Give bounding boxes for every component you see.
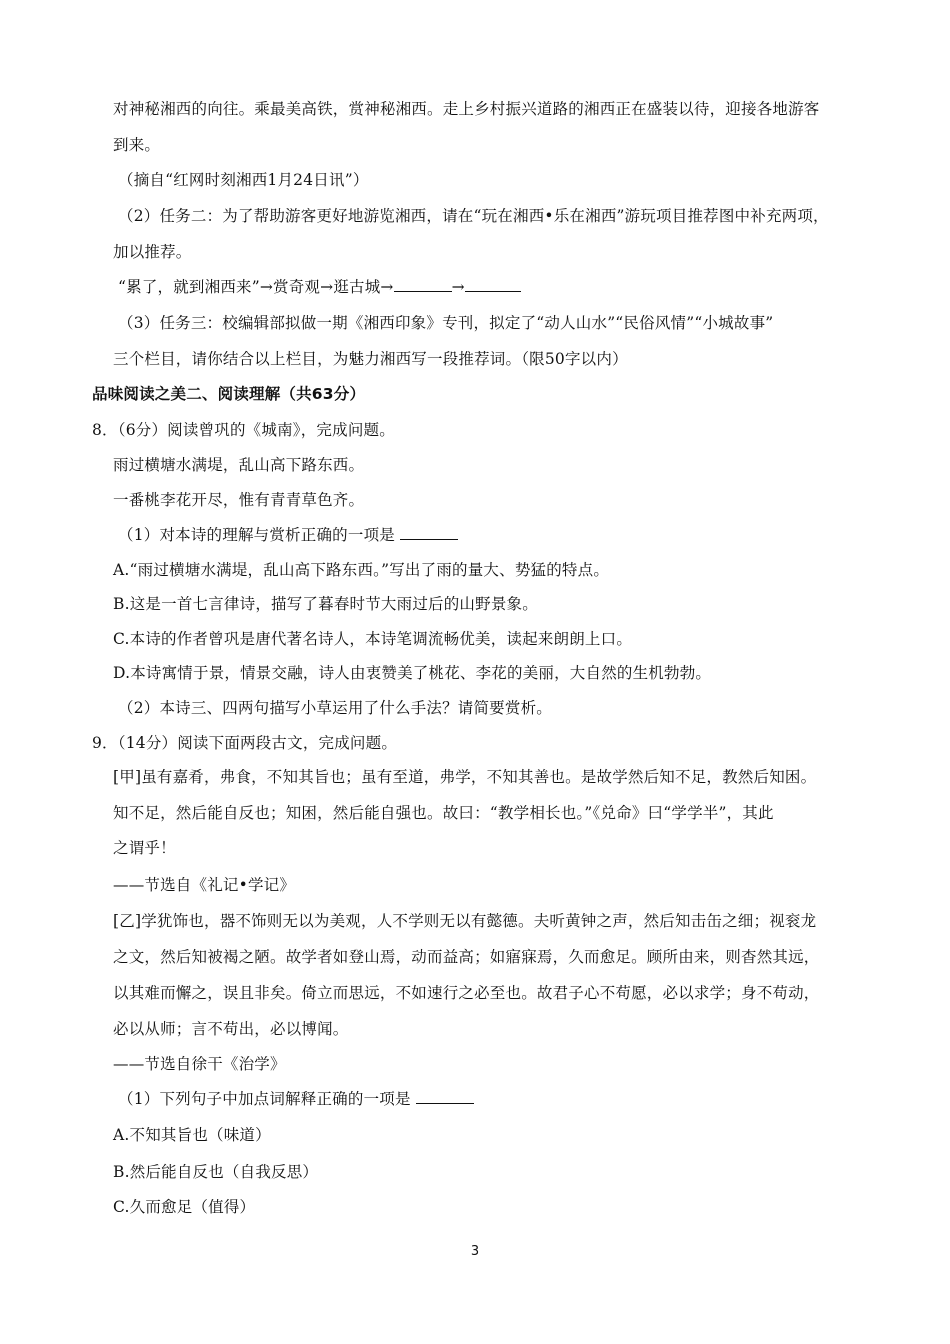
passage-jia: 之谓乎！ bbox=[113, 839, 176, 857]
poem-line: 一番桃李花开尽，惟有青青草色齐。 bbox=[113, 491, 365, 509]
passage-source: ——节选自《礼记•学记》 bbox=[113, 876, 296, 894]
option-c: C.久而愈足（值得） bbox=[113, 1198, 256, 1216]
passage-yi: 以其难而懈之，误且非矣。倚立而思远，不如速行之必至也。故君子心不苟愿，必以求学；身不苟动， bbox=[113, 984, 820, 1002]
text-line: 三个栏目，请你结合以上栏目，为魅力湘西写一段推荐词。（限50字以内） bbox=[113, 350, 628, 368]
answer-blank[interactable] bbox=[394, 277, 452, 292]
section-heading: 品味阅读之美二、阅读理解（共63分） bbox=[92, 385, 366, 403]
chain-text: “累了，就到湘西来”→赏奇观→逛古城→ bbox=[118, 278, 394, 296]
text-line: 到来。 bbox=[113, 136, 161, 154]
option-d: D.本诗寓情于景，情景交融，诗人由衷赞美了桃花、李花的美丽，大自然的生机勃勃。 bbox=[113, 664, 712, 682]
question-text: （1）对本诗的理解与赏析正确的一项是 bbox=[118, 526, 395, 544]
question-8: 8．（6分）阅读曾巩的《城南》，完成问题。 bbox=[92, 421, 395, 439]
answer-blank[interactable] bbox=[465, 277, 521, 292]
chain-arrow: → bbox=[451, 278, 465, 296]
text-line: 加以推荐。 bbox=[113, 243, 192, 261]
passage-yi: [乙]学犹饰也，器不饰则无以为美观，人不学则无以有懿德。夫听黄钟之声，然后知击缶之细；视衮龙 bbox=[113, 912, 817, 930]
source-note: （摘自“红网时刻湘西1月24日讯”） bbox=[118, 171, 369, 189]
question-9-1 bbox=[118, 1088, 474, 1110]
option-c: C.本诗的作者曾巩是唐代著名诗人，本诗笔调流畅优美，读起来朗朗上口。 bbox=[113, 630, 633, 648]
answer-blank[interactable] bbox=[400, 525, 458, 540]
option-a: A.不知其旨也（味道） bbox=[113, 1126, 271, 1144]
question-9: 9．（14分）阅读下面两段古文，完成问题。 bbox=[92, 734, 398, 752]
passage-yi: 之文，然后知被褐之陋。故学者如登山焉，动而益高；如寤寐焉，久而愈足。顾所由来，则杳然其远， bbox=[113, 948, 820, 966]
passage-jia: [甲]虽有嘉肴，弗食，不知其旨也；虽有至道，弗学，不知其善也。是故学然后知不足，教然后知困。 bbox=[113, 768, 817, 786]
poem-line: 雨过横塘水满堤，乱山高下路东西。 bbox=[113, 456, 365, 474]
page-number: 3 bbox=[470, 1244, 480, 1259]
passage-source: ——节选自徐干《治学》 bbox=[113, 1055, 286, 1073]
option-b: B.这是一首七言律诗，描写了暮春时节大雨过后的山野景象。 bbox=[113, 595, 538, 613]
passage-jia: 知不足，然后能自反也；知困，然后能自强也。故曰：“教学相长也。”《兑命》曰“学学半”，其此 bbox=[113, 804, 774, 822]
question-8-1 bbox=[118, 524, 458, 546]
task-three: （3）任务三：校编辑部拟做一期《湘西印象》专刊，拟定了“动人山水”“民俗风情”“小城故事” bbox=[118, 314, 774, 332]
answer-blank[interactable] bbox=[416, 1089, 474, 1104]
recommend-chain bbox=[118, 276, 521, 298]
option-b: B.然后能自反也（自我反思） bbox=[113, 1163, 319, 1181]
option-a: A.“雨过横塘水满堤，乱山高下路东西。”写出了雨的量大、势猛的特点。 bbox=[113, 561, 610, 579]
passage-yi: 必以从师；言不苟出，必以博闻。 bbox=[113, 1020, 349, 1038]
question-text: （1）下列句子中加点词解释正确的一项是 bbox=[118, 1090, 411, 1108]
question-8-2: （2）本诗三、四两句描写小草运用了什么手法？请简要赏析。 bbox=[118, 699, 552, 717]
task-two: （2）任务二：为了帮助游客更好地游览湘西，请在“玩在湘西•乐在湘西”游玩项目推荐图中补充两项， bbox=[118, 207, 829, 225]
text-line: 对神秘湘西的向往。乘最美高铁，赏神秘湘西。走上乡村振兴道路的湘西正在盛装以待，迎接各地游客 bbox=[113, 100, 820, 118]
